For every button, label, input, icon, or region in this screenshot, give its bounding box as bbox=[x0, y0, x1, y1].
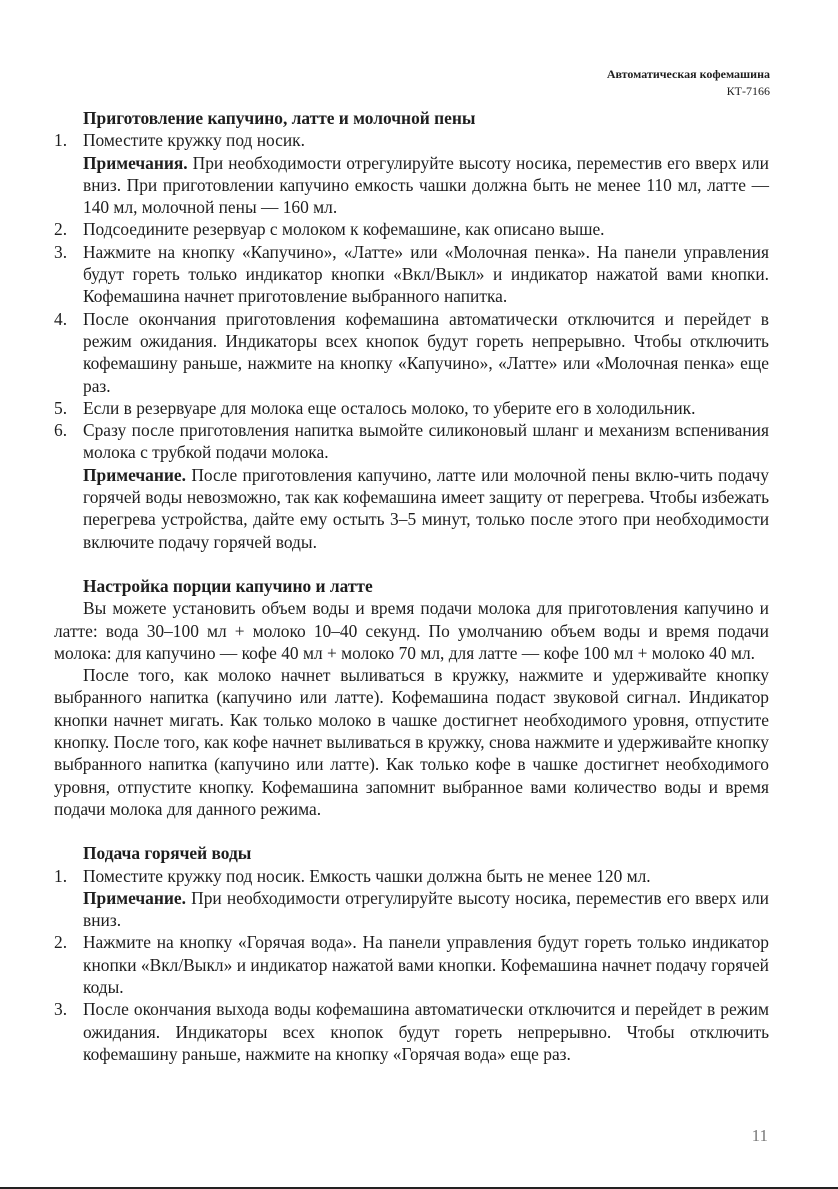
section-title-cappuccino: Приготовление капучино, латте и молочной пены bbox=[83, 108, 476, 128]
hot-water-steps-list bbox=[54, 865, 769, 1066]
header-model: КТ-7166 bbox=[726, 84, 770, 98]
list-item bbox=[54, 308, 769, 397]
list-item-number: 6. bbox=[54, 420, 68, 441]
note-text: При необходимости отрегулируйте высоту носика, переместив его вверх или вниз. bbox=[83, 887, 769, 931]
list-item bbox=[54, 129, 769, 218]
page-header bbox=[607, 66, 770, 100]
list-item-number: 2. bbox=[54, 219, 68, 240]
list-item-text: Сразу после приготовления напитка вымойте силиконовый шланг и механизм вспенивания молока с трубкой подачи молока. bbox=[83, 420, 769, 463]
list-item-number: 2. bbox=[54, 932, 68, 953]
paragraph: После того, как молоко начнет выливаться в кружку, нажмите и удерживайте кнопку выбранного напитка (капучино или латте). Кофемашина подаст звуковой сигнал. Индикатор кнопки начнет мигать. Как только молоко в чашке достигнет необходимого уровня, отпустите кнопку. После того, как кофе начнет выливаться в кружку, снова нажмите и удерживайте кнопку выбранного напитка (капучино или латте). Как только кофе в чашке достигнет необходимого уровня, отпустите кнопку. Кофемашина запомнит выбранное вами количество воды и время подачи молока для данного режима. bbox=[54, 665, 769, 819]
list-item-text: Нажмите на кнопку «Капучино», «Латте» или «Молочная пенка». На панели управления будут гореть только индикатор кнопки «Вкл/Выкл» и индикатор нажатой вами кнопки. Кофемашина начнет приготовление выбранного напитка. bbox=[83, 241, 769, 307]
list-item-number: 1. bbox=[54, 130, 68, 151]
list-item bbox=[54, 419, 769, 553]
list-item-text: Подсоедините резервуар с молоком к кофемашине, как описано выше. bbox=[83, 219, 605, 240]
paragraph: Вы можете установить объем воды и время подачи молока для приготовления капучино и латте: вода 30–100 мл + молоко 10–40 секунд. По умолчанию объем воды и время подачи молока: для капучино — кофе 40 мл + молоко 70 мл, для латте — кофе 100 мл + молоко 40 мл. bbox=[54, 598, 769, 663]
list-item-note bbox=[83, 887, 769, 932]
list-item-text: Поместите кружку под носик. Емкость чашки должна быть не менее 120 мл. bbox=[83, 865, 651, 886]
list-item bbox=[54, 218, 769, 240]
section-title-portion-settings: Настройка порции капучино и латте bbox=[83, 575, 373, 596]
header-title: Автоматическая кофемашина bbox=[606, 67, 770, 81]
list-item-note bbox=[83, 464, 769, 553]
list-item bbox=[54, 865, 769, 932]
page-content bbox=[54, 107, 769, 1065]
note-label: Примечания. bbox=[83, 152, 188, 173]
list-item-text: Нажмите на кнопку «Горячая вода». На панели управления будут гореть только индикатор кнопки «Вкл/Выкл» и индикатор нажатой вами кнопки. Кофемашина начнет подачу горячей коды. bbox=[83, 932, 769, 997]
list-item-text: После окончания приготовления кофемашина автоматически отключится и перейдет в режим ожидания. Индикаторы всех кнопок будут гореть непрерывно. Чтобы отключить кофемашину раньше, нажмите на кнопку «Капучино», «Латте» или «Молочная пенка» еще раз. bbox=[83, 308, 769, 396]
list-item bbox=[54, 397, 769, 419]
section-spacer bbox=[54, 553, 769, 575]
note-text: При необходимости отрегулируйте высоту носика, переместив его вверх или вниз. При приготовлении капучино емкость чашки должна быть не менее 110 мл, латте — 140 мл, молочной пены — 160 мл. bbox=[83, 152, 769, 218]
list-item bbox=[54, 998, 769, 1065]
note-label: Примечание. bbox=[83, 464, 186, 485]
list-item-number: 4. bbox=[54, 308, 68, 329]
note-text: После приготовления капучино, латте или молочной пены вклю-чить подачу горячей воды невозможно, так как кофемашина имеет защиту от перегрева. Чтобы избежать перегрева устройства, дайте ему остыть 3–5 минут, только после этого при необходимости включите подачу горячей воды. bbox=[83, 464, 769, 552]
list-item bbox=[54, 931, 769, 998]
list-item-number: 5. bbox=[54, 397, 68, 418]
list-item bbox=[54, 241, 769, 308]
list-item-text: После окончания выхода воды кофемашина автоматически отключится и перейдет в режим ожидания. Индикаторы всех кнопок будут гореть непрерывно. Чтобы отключить кофемашину раньше, нажмите на кнопку «Горячая вода» еще раз. bbox=[83, 999, 769, 1064]
section-spacer bbox=[54, 820, 769, 842]
list-item-text: Поместите кружку под носик. bbox=[83, 130, 305, 151]
list-item-number: 1. bbox=[54, 865, 68, 886]
list-item-note bbox=[83, 152, 769, 219]
list-item-text: Если в резервуаре для молока еще осталось молоко, то уберите его в холодильник. bbox=[83, 397, 696, 418]
section-title-hot-water: Подача горячей воды bbox=[83, 843, 252, 864]
note-label: Примечание. bbox=[83, 887, 186, 908]
list-item-number: 3. bbox=[54, 241, 68, 262]
list-item-number: 3. bbox=[54, 999, 68, 1020]
cappuccino-steps-list bbox=[54, 129, 769, 553]
page-number: 11 bbox=[751, 1126, 768, 1145]
